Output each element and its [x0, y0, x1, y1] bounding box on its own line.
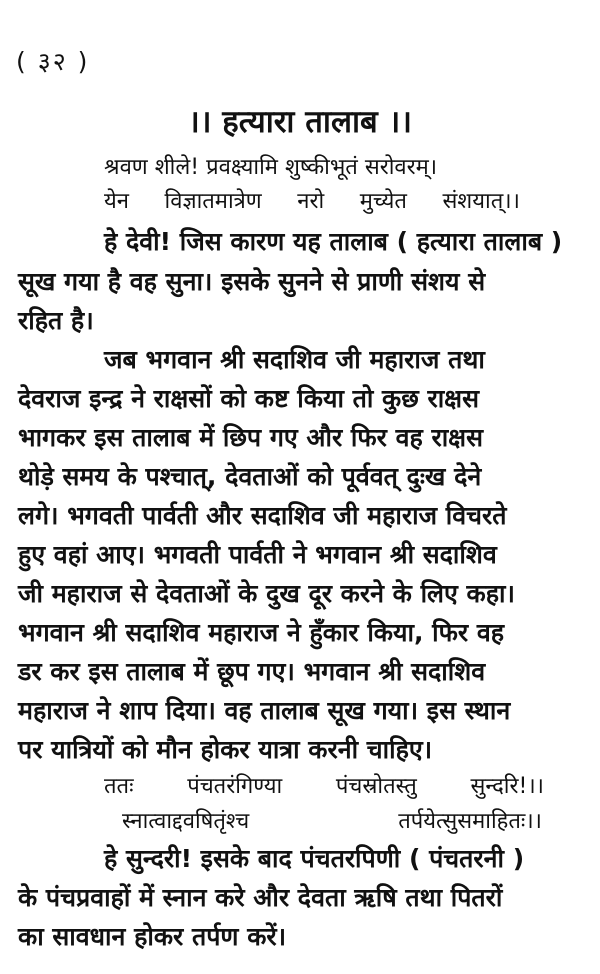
para3-line: के पंचप्रवाहों में स्नान करे और देवता ऋषि तथा पितरों	[18, 883, 503, 912]
verse2-line2	[122, 811, 542, 833]
para2-line: पर यात्रियों को मौन होकर यात्रा करनी चाहिए।	[18, 735, 433, 764]
para1-line: हे देवी! जिस कारण यह तालाब ( हत्यारा तालाब )	[104, 227, 563, 256]
verse1-line1: श्रवण शीले! प्रवक्ष्यामि शुष्कीभूतं सरोवरम्।	[104, 155, 438, 180]
para1-line: सूख गया है वह सुना। इसके सुनने से प्राणी संशय से	[18, 267, 486, 296]
verse-word: सुन्दरि!।।	[470, 774, 544, 799]
para2-line: थोड़े समय के पश्चात्, देवताओं को पूर्ववत् दुःख देने	[18, 462, 482, 491]
verse-word: तर्पयेत्सुसमाहितः।।	[398, 809, 542, 834]
verse1-line2	[104, 191, 520, 213]
verse-word: येन	[104, 189, 129, 214]
para2-line: डर कर इस तालाब में छूप गए। भगवान श्री सदाशिव	[18, 657, 486, 686]
verse-word: मुच्येत	[359, 189, 407, 214]
verse-word: नरो	[297, 189, 325, 214]
verse-word: विज्ञातमात्रेण	[164, 189, 262, 214]
verse-word: ततः	[104, 774, 134, 799]
verse-word: स्नात्वाद्दवषितृंश्च	[122, 809, 250, 834]
verse2-line1	[104, 776, 544, 798]
para2-line: महाराज ने शाप दिया। वह तालाब सूख गया। इस स्थान	[18, 696, 511, 725]
para3-line: का सावधान होकर तर्पण करें।	[18, 922, 287, 951]
para2-line: भगवान श्री सदाशिव महाराज ने हुँकार किया, फिर वह	[18, 618, 505, 647]
para3-line: हे सुन्दरी! इसके बाद पंचतरपिणी ( पंचतरनी )	[104, 844, 525, 873]
para2-line: लगे। भगवती पार्वती और सदाशिव जी महाराज विचरते	[18, 501, 507, 530]
page-number: ( ३२ )	[16, 47, 90, 76]
para2-line: जब भगवान श्री सदाशिव जी महाराज तथा	[104, 345, 485, 374]
para2-line: हुए वहां आए। भगवती पार्वती ने भगवान श्री सदाशिव	[18, 540, 497, 569]
verse-word: संशयात्।।	[442, 189, 520, 214]
chapter-title: ।। हत्यारा तालाब ।।	[188, 104, 412, 140]
verse-word: पंचतरंगिण्या	[187, 774, 283, 799]
verse-word: पंचस्रोतस्तु	[335, 774, 417, 799]
para1-line: रहित है।	[18, 306, 94, 335]
para2-line: देवराज इन्द्र ने राक्षसों को कष्ट किया तो कुछ राक्षस	[18, 384, 480, 413]
para2-line: जी महाराज से देवताओं के दुख दूर करने के लिए कहा।	[18, 579, 515, 608]
para2-line: भागकर इस तालाब में छिप गए और फिर वह राक्षस	[18, 423, 484, 452]
